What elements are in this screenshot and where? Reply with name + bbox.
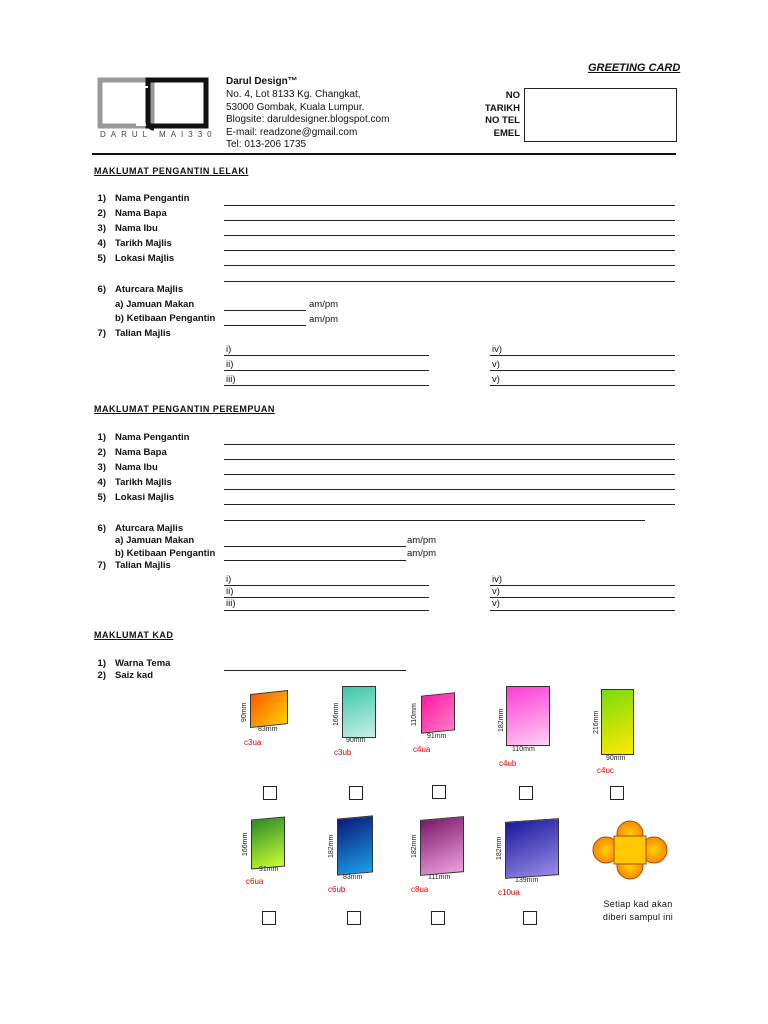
groom-nama-pengantin-field[interactable] [224, 205, 675, 206]
header-label-emel: EMEL [493, 128, 520, 139]
bride-item-num: 1) [97, 432, 106, 443]
header-divider [92, 153, 676, 155]
card-code-label: c3ub [334, 748, 352, 757]
groom-talian-roman: iii) [226, 374, 236, 385]
company-tel: Tel: 013-206 1735 [226, 139, 307, 150]
card-width-label: 83mm [258, 726, 278, 733]
card-width-label: 110mm [512, 746, 535, 753]
groom-section-title: MAKLUMAT PENGANTIN LELAKI [94, 166, 249, 176]
card-width-label: 90mm [606, 755, 626, 762]
groom-talian-roman: iv) [492, 344, 503, 355]
groom-talian-roman: v) [492, 359, 500, 370]
envelope-note-1: Setiap kad akan [603, 899, 673, 909]
groom-item-label: Nama Ibu [115, 223, 158, 234]
bride-nama-bapa-field[interactable] [224, 459, 675, 460]
bride-item-num: 2) [97, 447, 106, 458]
card-code-label: c10ua [498, 888, 520, 897]
groom-item-num: 3) [97, 223, 106, 234]
card-section-title: MAKLUMAT KAD [94, 630, 174, 640]
groom-jamuan-time-field[interactable] [224, 310, 306, 311]
card-width-label: 91mm [427, 733, 447, 740]
card-height-label: 182mm [328, 834, 335, 858]
bride-talian-roman: v) [492, 586, 500, 597]
card-item-num: 2) [97, 670, 106, 681]
logo-wordmark: DARUL MAI330 [100, 130, 217, 139]
groom-item-label: Lokasi Majlis [115, 253, 175, 264]
card-sample-c4ua [421, 692, 455, 734]
card-height-label: 182mm [411, 834, 418, 858]
bride-item-label: Tarikh Majlis [115, 477, 172, 488]
bride-talian-roman: i) [226, 574, 232, 585]
groom-talian-field[interactable] [224, 370, 429, 371]
document-title: GREETING CARD [588, 62, 681, 74]
card-sample-c6ub [337, 815, 373, 875]
groom-item-num: 5) [97, 253, 106, 264]
bride-sub-ketibaan: b) Ketibaan Pengantin [115, 548, 216, 559]
groom-item-label: Nama Pengantin [115, 193, 190, 204]
size-checkbox-c10ua[interactable] [523, 911, 537, 925]
card-height-label: 182mm [496, 836, 503, 860]
bride-nama-pengantin-field[interactable] [224, 444, 675, 445]
groom-item-num: 4) [97, 238, 106, 249]
groom-talian-num: 7) [97, 328, 106, 339]
bride-talian-roman: iv) [492, 574, 503, 585]
card-height-label: 216mm [593, 710, 600, 734]
groom-talian-field[interactable] [224, 385, 429, 386]
card-code-label: c3ua [244, 738, 262, 747]
card-width-label: 90mm [346, 737, 366, 744]
size-checkbox-c4ub[interactable] [519, 786, 533, 800]
card-code-label: c8ua [411, 885, 429, 894]
groom-lokasi-field[interactable] [224, 265, 675, 266]
bride-item-label: Nama Ibu [115, 462, 158, 473]
bride-sub-jamuan: a) Jamuan Makan [115, 535, 195, 546]
company-name: Darul Design™ [226, 76, 298, 87]
groom-talian-field[interactable] [224, 355, 429, 356]
groom-event-label: Aturcara Majlis [115, 284, 184, 295]
size-checkbox-c8ua[interactable] [431, 911, 445, 925]
bride-ketibaan-time-field[interactable] [224, 560, 406, 561]
groom-nama-bapa-field[interactable] [224, 220, 675, 221]
bride-talian-label: Talian Majlis [115, 560, 171, 571]
card-item-label: Saiz kad [115, 670, 154, 681]
company-blog: Blogsite: daruldesigner.blogspot.com [226, 114, 390, 125]
card-item-label: Warna Tema [115, 658, 171, 669]
envelope-icon [592, 820, 668, 880]
bride-item-num: 3) [97, 462, 106, 473]
bride-talian-field[interactable] [490, 597, 675, 598]
card-item-num: 1) [97, 658, 106, 669]
card-sample-c3ua [250, 690, 288, 728]
groom-talian-field[interactable] [490, 385, 675, 386]
bride-talian-field[interactable] [490, 585, 675, 586]
bride-talian-roman: v) [492, 598, 500, 609]
groom-item-label: Tarikh Majlis [115, 238, 172, 249]
card-width-label: 83mm [343, 874, 363, 881]
card-sample-c6ua [251, 817, 285, 870]
bride-section-title: MAKLUMAT PENGANTIN PEREMPUAN [94, 404, 275, 414]
groom-nama-ibu-field[interactable] [224, 235, 675, 236]
header-label-tel: NO TEL [485, 115, 520, 126]
card-code-label: c6ua [246, 877, 264, 886]
card-height-label: 110mm [411, 703, 418, 726]
card-width-label: 139mm [515, 877, 539, 884]
bride-item-label: Lokasi Majlis [115, 492, 175, 503]
card-width-label: 111mm [428, 874, 451, 881]
size-checkbox-c4uc[interactable] [610, 786, 624, 800]
bride-item-num: 5) [97, 492, 106, 503]
card-width-label: 91mm [259, 866, 279, 873]
bride-event-label: Aturcara Majlis [115, 523, 184, 534]
card-height-label: 182mm [498, 708, 505, 732]
groom-talian-roman: v) [492, 374, 500, 385]
card-sample-c8ua [420, 816, 464, 876]
card-sample-c4uc [601, 689, 634, 755]
card-height-label: 166mm [242, 832, 249, 856]
bride-nama-ibu-field[interactable] [224, 474, 675, 475]
size-checkbox-c4ua[interactable] [432, 785, 446, 799]
envelope-note-2: diberi sampul ini [602, 912, 674, 922]
company-logo [96, 76, 220, 146]
bride-talian-field[interactable] [224, 597, 429, 598]
bride-talian-field[interactable] [224, 610, 429, 611]
bride-talian-roman: iii) [226, 598, 236, 609]
bride-talian-field[interactable] [490, 610, 675, 611]
groom-lokasi-field-2[interactable] [224, 281, 675, 282]
card-sample-c3ub [342, 686, 376, 738]
card-height-label: 90mm [241, 702, 248, 722]
bride-talian-num: 7) [97, 560, 106, 571]
card-sample-c10ua [505, 818, 559, 879]
bride-jamuan-ampm: am/pm [407, 535, 437, 546]
card-code-label: c4uc [597, 766, 614, 775]
header-label-tarikh: TARIKH [484, 103, 520, 114]
bride-jamuan-time-field[interactable] [224, 546, 406, 547]
groom-ketibaan-ampm: am/pm [309, 314, 339, 325]
bride-lokasi-field[interactable] [224, 504, 675, 505]
groom-talian-roman: i) [226, 344, 232, 355]
card-code-label: c6ub [328, 885, 346, 894]
card-code-label: c4ub [499, 759, 517, 768]
card-code-label: c4ua [413, 745, 431, 754]
size-checkbox-c6ua[interactable] [262, 911, 276, 925]
groom-tarikh-field[interactable] [224, 250, 675, 251]
company-address-2: 53000 Gombak, Kuala Lumpur. [226, 102, 365, 113]
groom-talian-field[interactable] [490, 370, 675, 371]
card-sample-c4ub [506, 686, 550, 746]
bride-item-num: 4) [97, 477, 106, 488]
bride-talian-roman: ii) [226, 586, 234, 597]
header-info-box[interactable] [524, 88, 677, 142]
bride-tarikh-field[interactable] [224, 489, 675, 490]
size-checkbox-c3ub[interactable] [349, 786, 363, 800]
bride-item-label: Nama Pengantin [115, 432, 190, 443]
groom-talian-roman: ii) [226, 359, 234, 370]
header-label-no: NO [505, 90, 520, 101]
bride-talian-field[interactable] [224, 585, 429, 586]
groom-item-label: Nama Bapa [115, 208, 167, 219]
groom-item-num: 2) [97, 208, 106, 219]
groom-event-num: 6) [97, 284, 106, 295]
groom-sub-ketibaan: b) Ketibaan Pengantin [115, 313, 216, 324]
size-checkbox-c6ub[interactable] [347, 911, 361, 925]
groom-ketibaan-time-field[interactable] [224, 325, 306, 326]
card-height-label: 166mm [333, 702, 340, 726]
company-email: E-mail: readzone@gmail.com [226, 127, 358, 138]
groom-talian-label: Talian Majlis [115, 328, 171, 339]
company-address-1: No. 4, Lot 8133 Kg. Changkat, [226, 89, 361, 100]
bride-lokasi-field-2[interactable] [224, 520, 645, 521]
bride-event-num: 6) [97, 523, 106, 534]
groom-talian-field[interactable] [490, 355, 675, 356]
bride-item-label: Nama Bapa [115, 447, 167, 458]
size-checkbox-c3ua[interactable] [263, 786, 277, 800]
groom-jamuan-ampm: am/pm [309, 299, 339, 310]
warna-tema-field[interactable] [224, 670, 406, 671]
bride-ketibaan-ampm: am/pm [407, 548, 437, 559]
groom-sub-jamuan: a) Jamuan Makan [115, 299, 195, 310]
groom-item-num: 1) [97, 193, 106, 204]
